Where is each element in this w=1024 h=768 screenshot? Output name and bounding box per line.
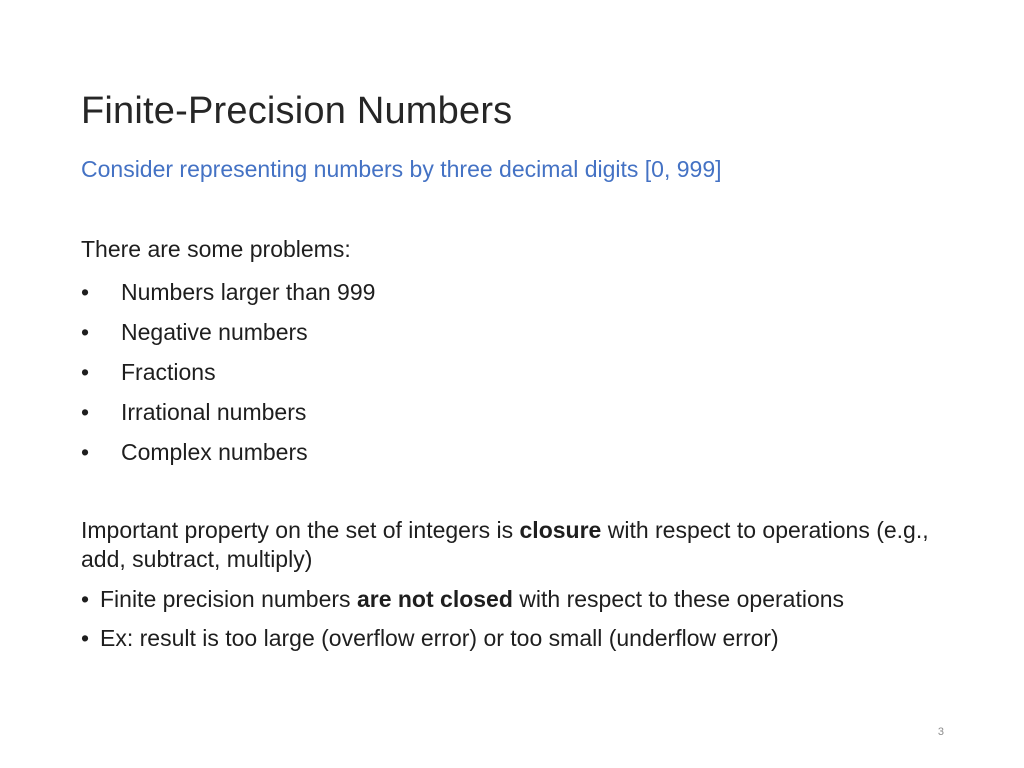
sub-point-text-after: with respect to these operations: [512, 586, 845, 612]
sub-point-bold: are not closed: [356, 586, 513, 612]
problems-intro: There are some problems:: [81, 236, 351, 262]
bullet-icon: •: [81, 586, 90, 612]
list-item: [81, 585, 961, 614]
closure-text-after: with respect to operations (e.g., add, subtract, multiply): [81, 517, 929, 572]
list-item-text: Numbers larger than 999: [121, 279, 376, 305]
bullet-icon: •: [81, 625, 90, 651]
list-item: [81, 624, 961, 653]
sub-point-text-before: Finite precision numbers: [100, 586, 357, 612]
closure-sub-points: [81, 585, 961, 663]
sub-point-text: Ex: result is too large (overflow error) or too small (underflow error): [100, 625, 779, 651]
slide-subtitle: Consider representing numbers by three decimal digits [0, 999]: [81, 156, 722, 182]
slide-title: Finite-Precision Numbers: [81, 90, 513, 132]
closure-term: closure: [519, 517, 602, 543]
bullet-icon: •: [81, 319, 90, 345]
bullet-icon: •: [81, 439, 90, 465]
bullet-icon: •: [81, 399, 90, 425]
closure-property-text: [81, 516, 961, 574]
bullet-icon: •: [81, 359, 90, 385]
list-item-text: Complex numbers: [121, 439, 308, 465]
bullet-icon: •: [81, 279, 90, 305]
page-number: 3: [937, 726, 944, 738]
list-item-text: Irrational numbers: [121, 399, 307, 425]
list-item-text: Negative numbers: [121, 319, 308, 345]
closure-text-before: Important property on the set of integers is: [81, 517, 520, 543]
list-item-text: Fractions: [121, 359, 216, 385]
